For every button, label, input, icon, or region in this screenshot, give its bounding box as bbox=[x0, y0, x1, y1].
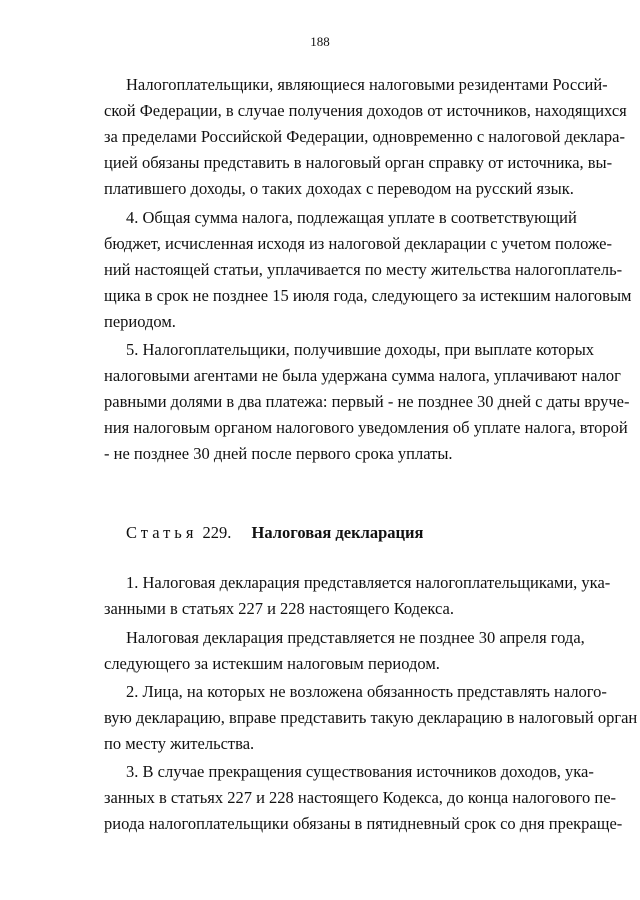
text-line: вую декларацию, вправе представить такую декларацию в налоговый орган bbox=[104, 708, 638, 727]
text-line: бюджет, исчисленная исходя из налоговой декларации с учетом положе- bbox=[104, 234, 612, 253]
text-line: платившего доходы, о таких доходах с переводом на русский язык. bbox=[104, 179, 574, 198]
text-line: щика в срок не позднее 15 июля года, следующего за истекшим налоговым bbox=[104, 286, 632, 305]
text-line: - не позднее 30 дней после первого срока уплаты. bbox=[104, 444, 453, 463]
text-line: Налоговая декларация представляется не позднее 30 апреля года, bbox=[126, 628, 585, 647]
text-line: ния налоговым органом налогового уведомления об уплате налога, второй bbox=[104, 418, 628, 437]
text-line: за пределами Российской Федерации, одновременно с налоговой деклара- bbox=[104, 127, 625, 146]
text-line: 2. Лица, на которых не возложена обязанность представлять налого- bbox=[126, 682, 607, 701]
text-line: занных в статьях 227 и 228 настоящего Кодекса, до конца налогового пе- bbox=[104, 788, 617, 807]
text-line: занными в статьях 227 и 228 настоящего Кодекса. bbox=[104, 599, 454, 618]
text-line: 1. Налоговая декларация представляется налогоплательщиками, ука- bbox=[126, 573, 611, 592]
page-number: 188 bbox=[310, 34, 330, 49]
text-line: ний настоящей статьи, уплачивается по месту жительства налогоплатель- bbox=[104, 260, 623, 279]
text-line: Налогоплательщики, являющиеся налоговыми резидентами Россий- bbox=[126, 75, 608, 94]
text-line: 3. В случае прекращения существования источников доходов, ука- bbox=[126, 762, 594, 781]
text-line: цией обязаны представить в налоговый орган справку от источника, вы- bbox=[104, 153, 613, 172]
article-heading bbox=[126, 520, 423, 546]
text-line: налоговыми агентами не была удержана сумма налога, уплачивают налог bbox=[104, 366, 621, 385]
text-line: равными долями в два платежа: первый - не позднее 30 дней с даты вруче- bbox=[104, 392, 630, 411]
text-line: следующего за истекшим налоговым периодом. bbox=[104, 654, 440, 673]
text-line: 5. Налогоплательщики, получившие доходы, при выплате которых bbox=[126, 340, 595, 359]
article-title: Налоговая декларация bbox=[251, 523, 424, 542]
text-line: по месту жительства. bbox=[104, 734, 255, 753]
text-line: ской Федерации, в случае получения доходов от источников, находящихся bbox=[104, 101, 627, 120]
article-number: 229. bbox=[202, 523, 232, 542]
text-line: 4. Общая сумма налога, подлежащая уплате в соответствующий bbox=[126, 208, 577, 227]
text-line: риода налогоплательщики обязаны в пятидневный срок со дня прекраще- bbox=[104, 814, 623, 833]
text-line: периодом. bbox=[104, 312, 176, 331]
article-word: Статья bbox=[126, 523, 198, 542]
